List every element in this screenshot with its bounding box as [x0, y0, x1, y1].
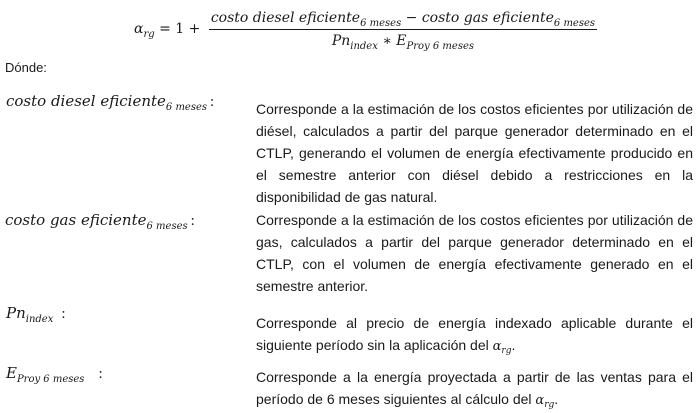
term-costo-gas-colon: :: [190, 213, 195, 229]
desc-e-proy-alpha-symbol: α: [535, 393, 545, 408]
formula-numerator: [209, 10, 597, 29]
desc-e-proy-period: .: [554, 391, 559, 407]
alpha-symbol: α: [134, 21, 144, 37]
denominator-term-e: E: [396, 32, 407, 49]
term-e-proy-sub: Proy 6 meses: [16, 374, 85, 385]
term-e-proy-colon: :: [98, 366, 103, 382]
alpha-formula: [134, 5, 597, 53]
minus-sign: −: [401, 9, 422, 26]
denominator-term-e-sub: Proy 6 meses: [406, 40, 475, 52]
denominator-term-pn: Pn: [331, 32, 351, 49]
formula-denominator: [331, 30, 475, 52]
desc-pn-index-alpha: [493, 339, 512, 354]
desc-e-proy: [256, 366, 693, 413]
desc-pn-index-alpha-sub: rg: [501, 346, 512, 356]
term-pn-index-text: Pn: [6, 304, 26, 322]
desc-costo-gas: Corresponde a la estimación de los costos eficientes por utilización de gas, calculados a partir del parque generador determinado en el CTLP, con el volumen de energía efectivamente generado en el semestre anterior.: [256, 212, 693, 294]
desc-costo-diesel: Corresponde a la estimación de los costos eficientes por utilización de diésel, calculados a partir del parque generador determinado en el CTLP, generando el volumen de energía efectivamente producido en el semestre anterior con diésel debido a restricciones en la disponibilidad de gas natural.: [256, 101, 693, 205]
numerator-term-diesel-sub: 6 meses: [360, 17, 402, 29]
desc-e-proy-alpha-sub: rg: [544, 400, 555, 410]
term-e-proy: [6, 364, 103, 383]
donde-label: Dónde:: [5, 60, 47, 75]
term-pn-index: [6, 304, 66, 323]
alpha-subscript: rg: [143, 29, 155, 40]
term-costo-gas: [5, 211, 195, 230]
term-costo-gas-sub: 6 meses: [146, 221, 188, 232]
denominator-term-pn-sub: index: [350, 40, 378, 52]
desc-pn-index-text: Corresponde al precio de energía indexado aplicable durante el siguiente período sin la aplicación del: [256, 315, 693, 353]
desc-e-proy-text: Corresponde a la energía proyectada a partir de las ventas para el período de 6 meses siguientes al cálculo del: [256, 369, 693, 407]
term-pn-index-colon: :: [61, 306, 66, 322]
desc-pn-index-period: .: [511, 337, 516, 353]
equals-one-plus: = 1 +: [154, 21, 205, 37]
term-costo-diesel: [6, 92, 214, 111]
term-costo-diesel-text: costo diesel eficiente: [6, 92, 166, 110]
numerator-term-gas: costo gas eficiente: [421, 9, 554, 26]
formula-lhs: [134, 21, 205, 40]
desc-e-proy-alpha: [535, 393, 554, 408]
term-pn-index-sub: index: [25, 314, 54, 325]
term-costo-gas-text: costo gas eficiente: [5, 211, 147, 229]
term-costo-diesel-sub: 6 meses: [165, 102, 208, 113]
formula-fraction: [209, 9, 597, 52]
times-sign: ∗: [377, 32, 397, 49]
term-e-proy-text: E: [6, 364, 17, 382]
numerator-term-gas-sub: 6 meses: [553, 17, 596, 29]
term-costo-diesel-colon: :: [210, 94, 215, 110]
desc-pn-index-alpha-symbol: α: [492, 339, 502, 354]
desc-pn-index: [256, 312, 693, 359]
numerator-term-diesel: costo diesel eficiente: [210, 9, 361, 26]
